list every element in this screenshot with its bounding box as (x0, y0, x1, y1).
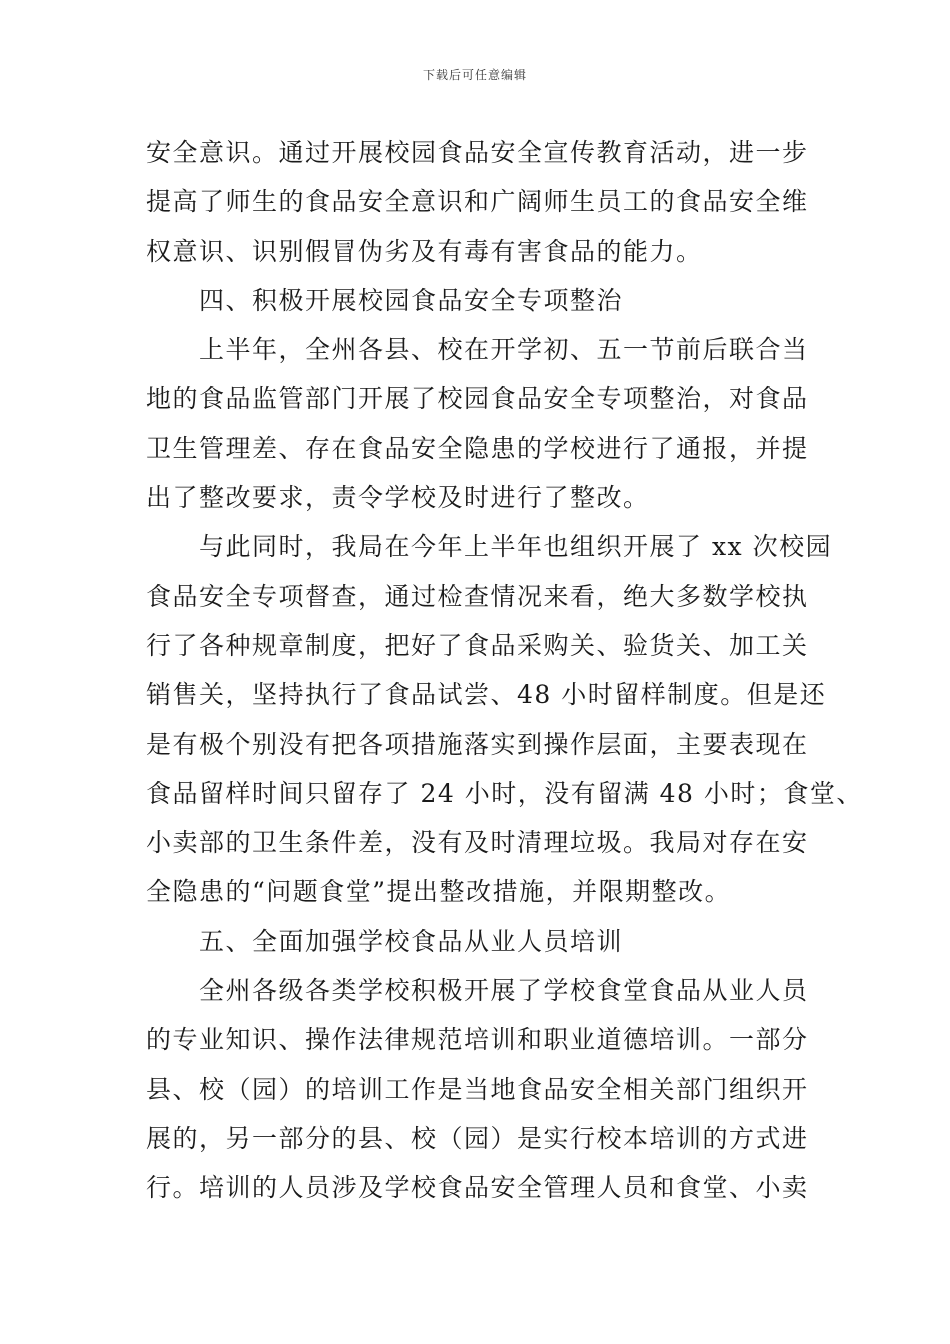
text-line: 展的，另一部分的县、校（园）是实行校本培训的方式进 (146, 1123, 809, 1153)
text-line: 上半年，全州各县、校在开学初、五一节前后联合当 (199, 335, 809, 365)
text-line: 地的食品监管部门开展了校园食品安全专项整治，对食品 (146, 384, 809, 414)
text-line: 食品安全专项督查，通过检查情况来看，绝大多数学校执 (146, 581, 809, 611)
text-line: 卫生管理差、存在食品安全隐患的学校进行了通报，并提 (146, 433, 809, 463)
text-line: 小卖部的卫生条件差，没有及时清理垃圾。我局对存在安 (146, 828, 809, 858)
text-line: 食品留样时间只留存了 24 小时，没有留满 48 小时；食堂、 (146, 778, 863, 808)
text-line: 的专业知识、操作法律规范培训和职业道德培训。一部分 (146, 1025, 809, 1055)
text-line: 县、校（园）的培训工作是当地食品安全相关部门组织开 (146, 1074, 809, 1104)
text-line: 销售关，坚持执行了食品试尝、48 小时留样制度。但是还 (146, 680, 827, 710)
text-line: 全州各级各类学校积极开展了学校食堂食品从业人员 (199, 976, 809, 1006)
text-line: 权意识、识别假冒伪劣及有毒有害食品的能力。 (146, 236, 703, 266)
document-body (146, 128, 863, 1213)
text-line: 安全意识。通过开展校园食品安全宣传教育活动，进一步 (146, 138, 809, 167)
text-line: 是有极个别没有把各项措施落实到操作层面，主要表现在 (146, 729, 809, 759)
text-line: 行了各种规章制度，把好了食品采购关、验货关、加工关 (146, 630, 809, 660)
page-header-note: 下载后可任意编辑 (422, 68, 527, 82)
section-heading: 五、全面加强学校食品从业人员培训 (199, 926, 624, 956)
text-line: 行。培训的人员涉及学校食品安全管理人员和食堂、小卖 (146, 1173, 809, 1203)
text-line: 与此同时，我局在今年上半年也组织开展了 xx 次校园 (199, 532, 833, 562)
text-line: 全隐患的“问题食堂”提出整改措施，并限期整改。 (146, 877, 732, 907)
section-heading: 四、积极开展校园食品安全专项整治 (199, 285, 624, 315)
text-line: 出了整改要求，责令学校及时进行了整改。 (146, 483, 650, 513)
text-line: 提高了师生的食品安全意识和广阔师生员工的食品安全维 (146, 187, 809, 217)
